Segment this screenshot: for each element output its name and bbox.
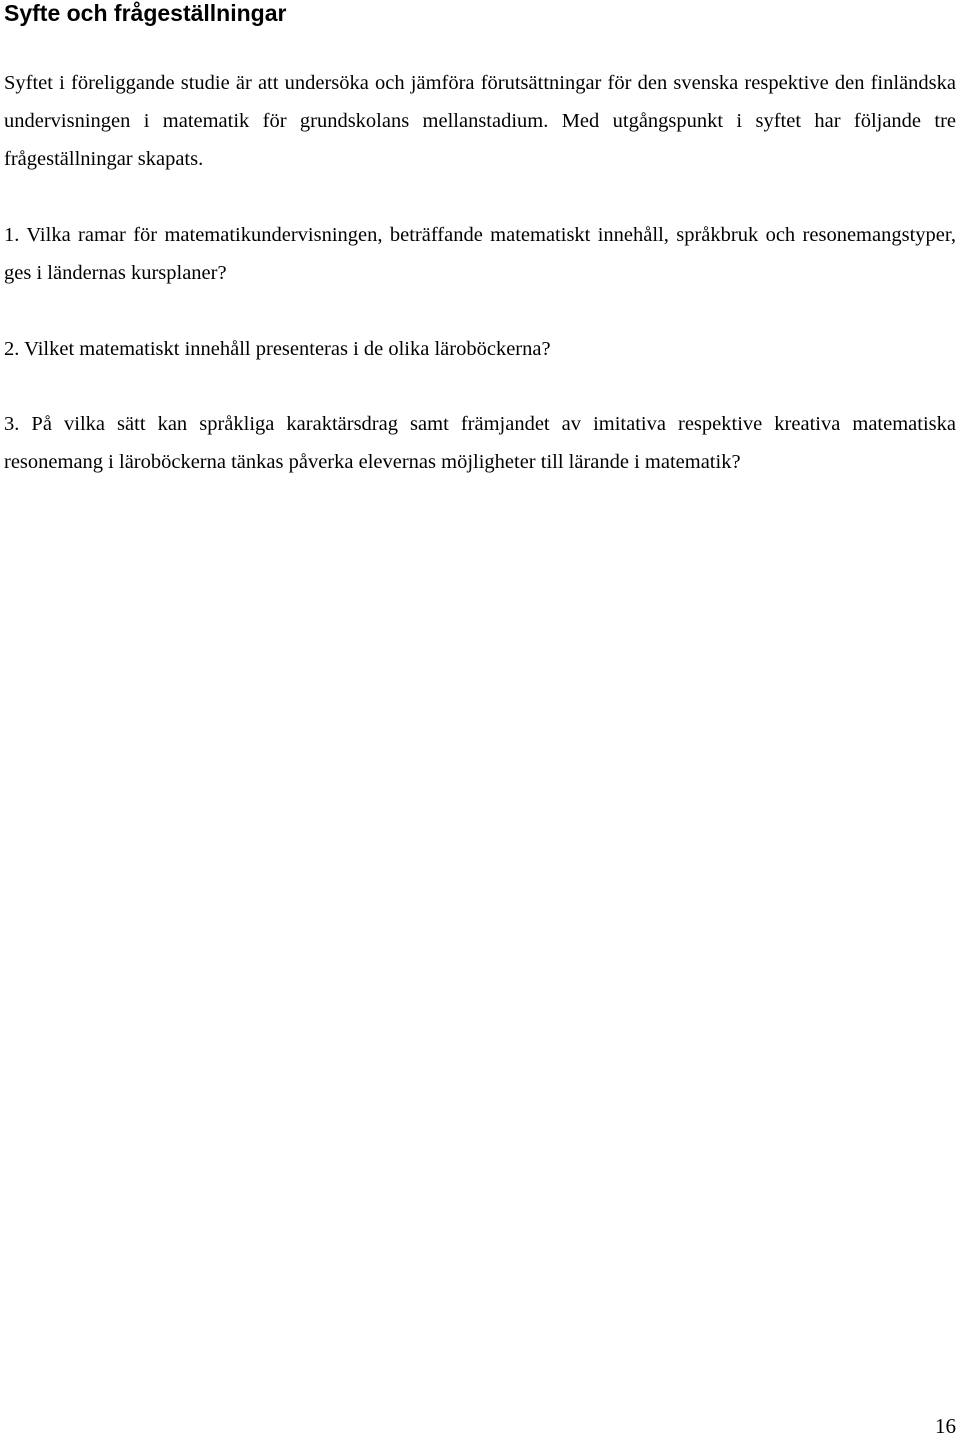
section-heading: Syfte och frågeställningar [4, 0, 287, 26]
research-question-2: 2. Vilket matematiskt innehåll presenteras i de olika läroböckerna? [4, 338, 551, 360]
research-question-1: 1. Vilka ramar för matematikundervisningen, beträffande matematiskt innehåll, språkbruk och resonemangstyper, ges i ländernas kursplaner? [4, 224, 956, 284]
page-number: 16 [935, 1414, 956, 1438]
research-question-3: 3. På vilka sätt kan språkliga karaktärsdrag samt främjandet av imitativa respektive kreativa matematiska resonemang i läroböckerna tänkas påverka elevernas möjligheter till lärande i matematik? [4, 413, 956, 473]
intro-paragraph: Syftet i föreliggande studie är att undersöka och jämföra förutsättningar för den svenska respektive den finländska undervisningen i matematik för grundskolans mellanstadium. Med utgångspunkt i syftet har följande tre frågeställningar skapats. [4, 72, 956, 170]
